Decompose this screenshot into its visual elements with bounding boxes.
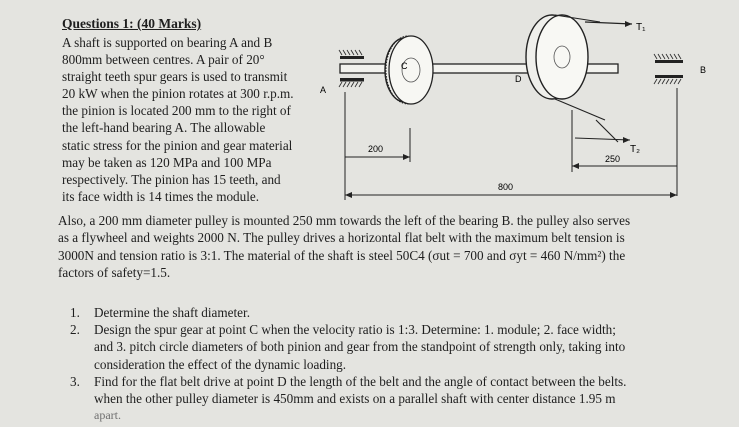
task-line: apart. xyxy=(94,408,121,423)
bearing-b xyxy=(654,54,683,84)
task-line: Find for the flat belt drive at point D the length of the belt and the angle of contact between the belts. xyxy=(94,373,627,389)
intro-line: 20 kW when the pinion rotates at 300 r.p.m. xyxy=(62,86,294,102)
label-gear-c: C xyxy=(401,61,408,71)
task-item xyxy=(70,373,690,425)
paragraph-line: Also, a 200 mm diameter pulley is mounted 250 mm towards the left of the bearing B. the pulley also serves xyxy=(58,213,631,228)
label-t2: T₂ xyxy=(630,144,640,155)
shaft-diagram xyxy=(300,0,710,205)
task-item xyxy=(70,304,690,321)
task-number: 2. xyxy=(70,322,80,338)
task-item xyxy=(70,321,690,373)
intro-line: straight teeth spur gears is used to transmit xyxy=(62,69,288,85)
task-list xyxy=(70,304,690,424)
intro-line: its face width is 14 times the module. xyxy=(62,188,260,204)
task-line: when the other pulley diameter is 450mm and exists on a parallel shaft with center distance 1.95 m xyxy=(94,391,616,407)
dimension-200: 200 xyxy=(368,144,384,154)
task-line: and 3. pitch circle diameters of both pinion and gear from the standpoint of strength only, taking into xyxy=(94,339,626,355)
intro-line: respectively. The pinion has 15 teeth, and xyxy=(62,171,281,187)
label-bearing-a: A xyxy=(320,85,327,95)
intro-line: static stress for the pinion and gear material xyxy=(62,137,293,153)
problem-paragraph xyxy=(58,212,688,282)
problem-intro xyxy=(62,34,310,205)
task-line: consideration the effect of the dynamic loading. xyxy=(94,356,347,372)
label-t1: T₁ xyxy=(636,22,646,33)
question-title: Questions 1: (40 Marks) xyxy=(62,16,202,31)
intro-line: 800mm between centres. A pair of 20° xyxy=(62,52,265,68)
paragraph-line: factors of safety=1.5. xyxy=(58,265,171,281)
paragraph-line: as a flywheel and weights 2000 N. The pulley drives a horizontal flat belt with the maximum belt tension is xyxy=(58,230,625,246)
intro-line: may be taken as 120 MPa and 100 MPa xyxy=(62,154,272,170)
intro-line: A shaft is supported on bearing A and B xyxy=(62,35,273,50)
dimension-250: 250 xyxy=(605,154,621,164)
intro-line: the left-hand bearing A. The allowable xyxy=(62,120,266,136)
label-bearing-b: B xyxy=(700,65,707,75)
task-line: Determine the shaft diameter. xyxy=(94,305,250,320)
dimension-800: 800 xyxy=(498,182,514,192)
task-line: Design the spur gear at point C when the velocity ratio is 1:3. Determine: 1. module; 2. face width; xyxy=(94,322,616,338)
intro-line: the pinion is located 200 mm to the right of xyxy=(62,103,291,119)
task-number: 1. xyxy=(70,305,80,320)
task-number: 3. xyxy=(70,373,80,389)
gear-c xyxy=(385,36,433,104)
paragraph-line: 3000N and tension ratio is 3:1. The material of the shaft is steel 50C4 (σut = 700 and σyt = 460 N/mm²) the xyxy=(58,247,626,263)
label-pulley-d: D xyxy=(515,74,522,84)
